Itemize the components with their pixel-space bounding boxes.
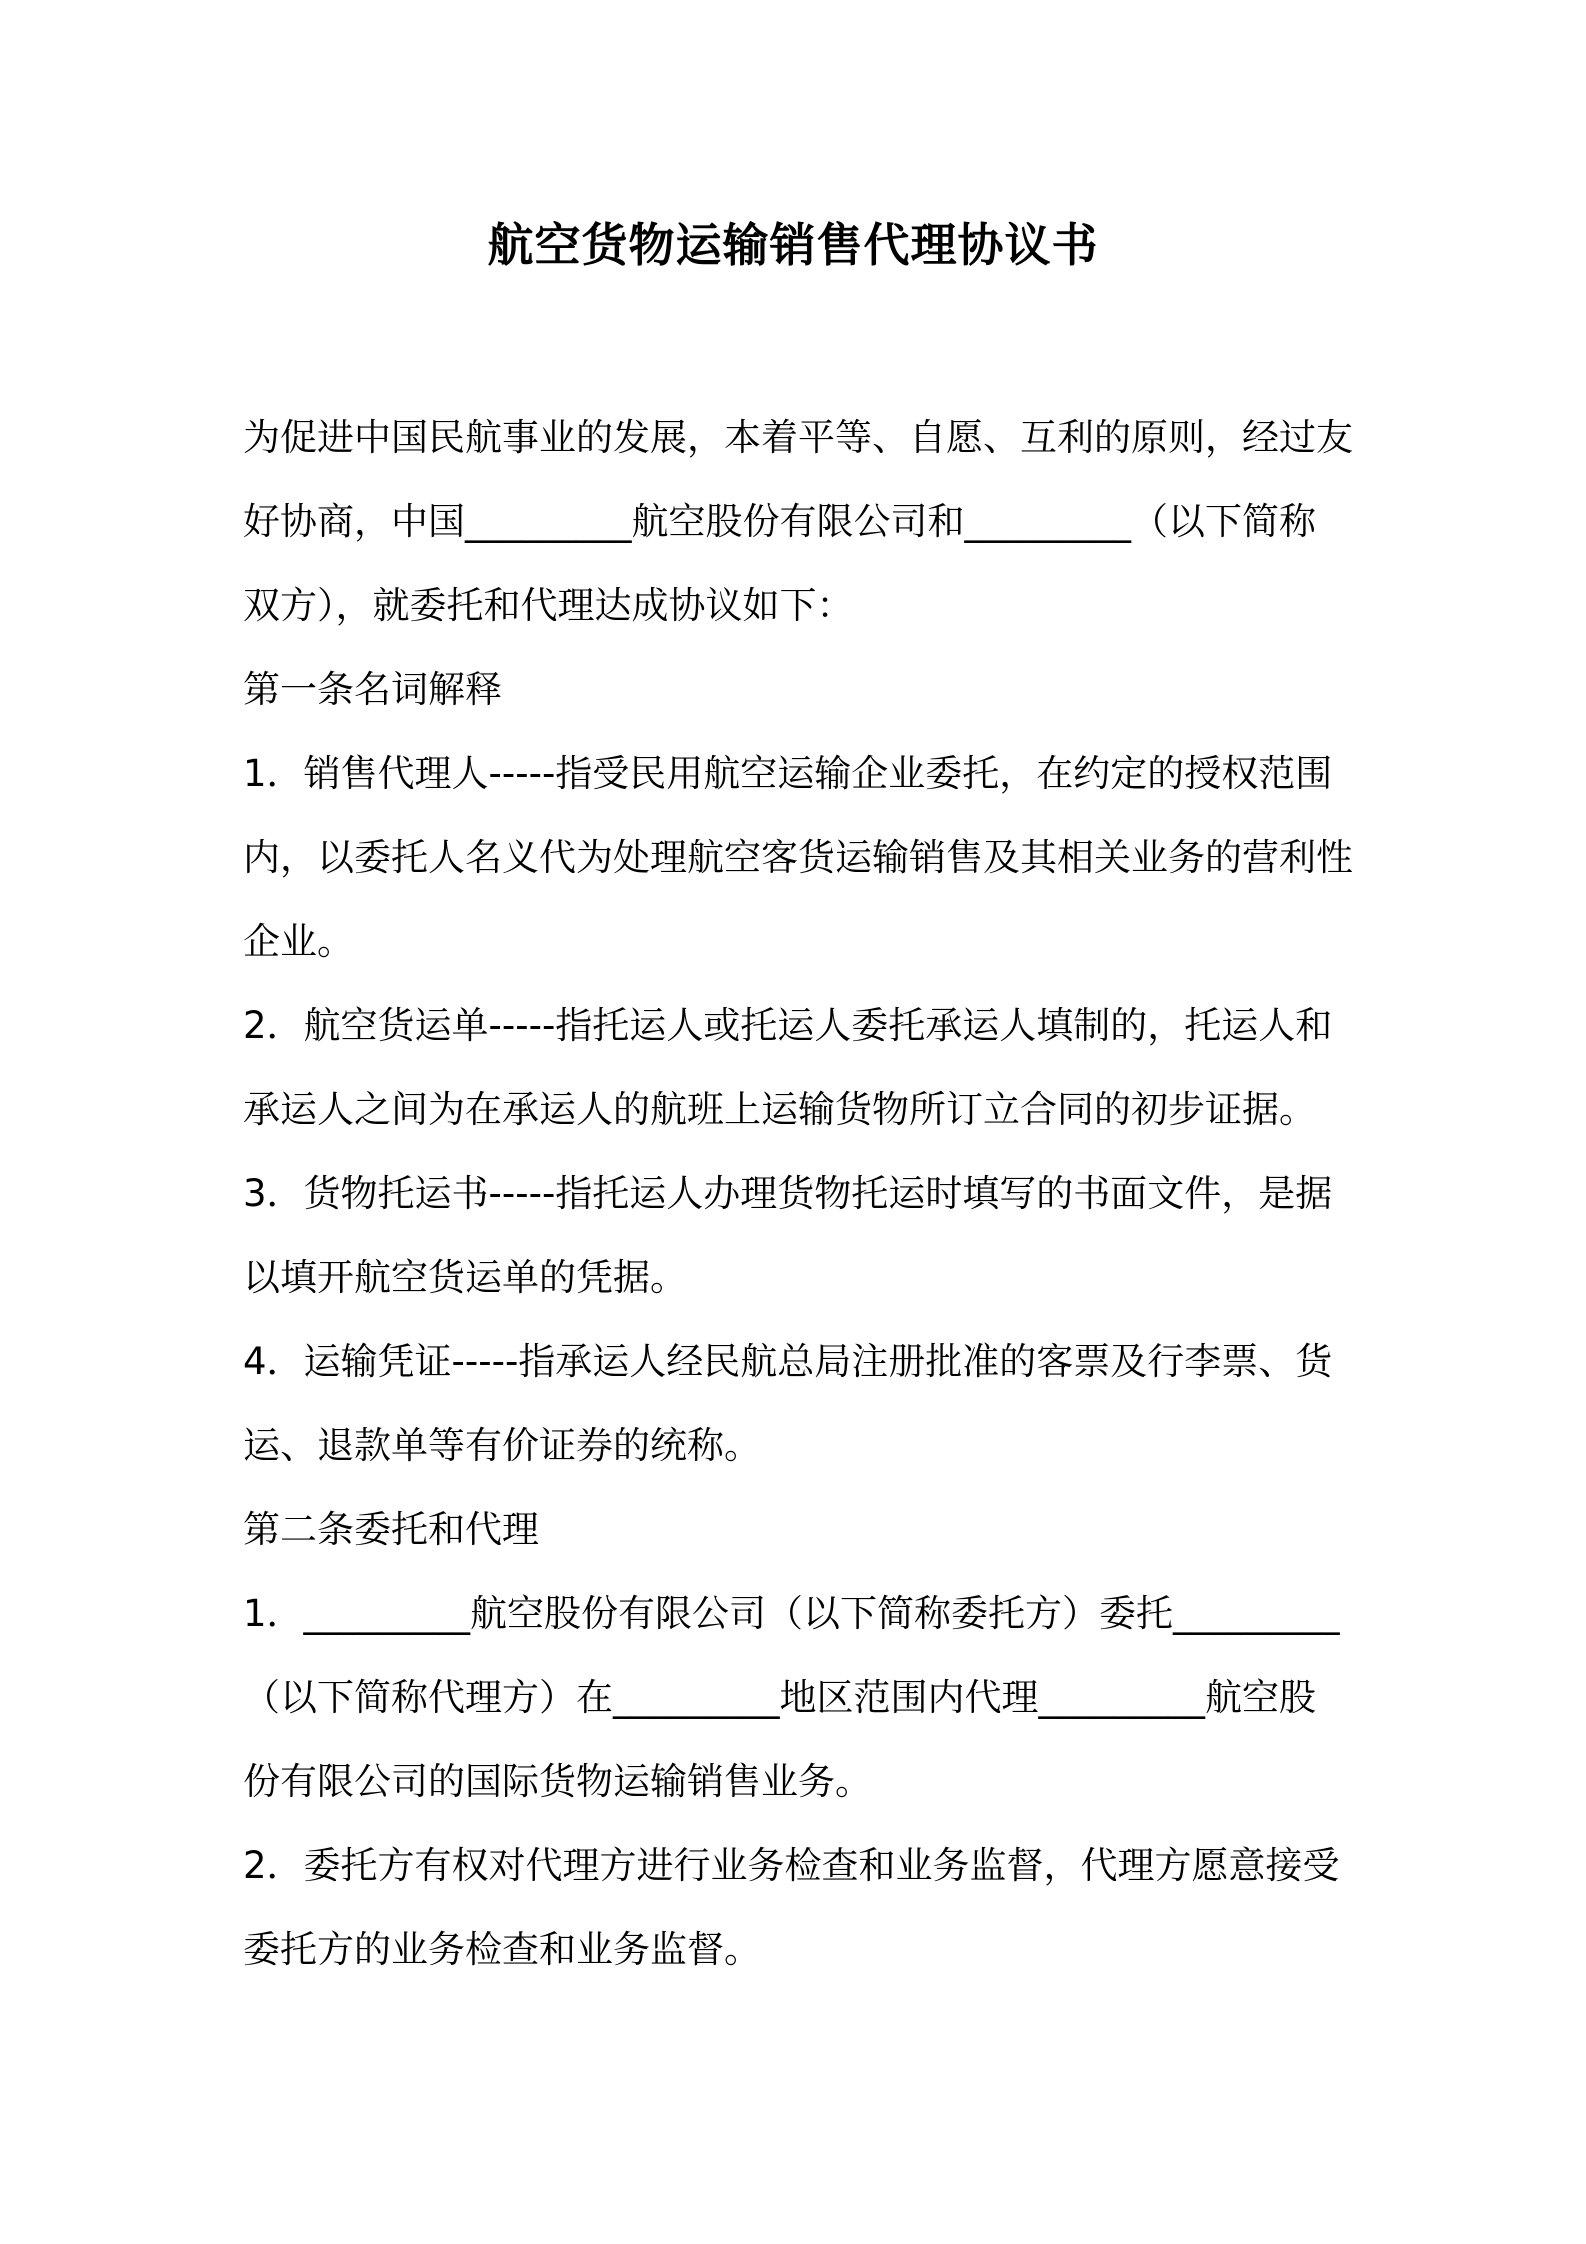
article-1-item-2-line-1: 2．航空货运单-----指托运人或托运人委托承运人填制的，托运人和 [243,1004,1333,1047]
document-body [243,396,1351,1992]
article-1-item-3-line-2: 以填开航空货运单的凭据。 [243,1256,687,1299]
article-1-item-4-line-1: 4．运输凭证-----指承运人经民航总局注册批准的客票及行李票、货 [243,1340,1333,1383]
article-2-item-1-line-3: 份有限公司的国际货物运输销售业务。 [243,1760,872,1803]
article-2-item-2-line-1: 2．委托方有权对代理方进行业务检查和业务监督，代理方愿意接受 [243,1844,1340,1887]
article-2-item-1-line-2: （以下简称代理方）在_________地区范围内代理_________航空股 [243,1676,1316,1719]
article-2-item-1-line-1: 1．_________航空股份有限公司（以下简称委托方）委托_________ [243,1592,1340,1635]
preamble-line-3: 双方），就委托和代理达成协议如下： [243,584,854,627]
article-1-item-1-line-2: 内，以委托人名义代为处理航空客货运输销售及其相关业务的营利性 [243,836,1353,879]
preamble-line-1: 为促进中国民航事业的发展，本着平等、自愿、互利的原则，经过友 [243,416,1353,459]
article-1-item-4-line-2: 运、退款单等有价证券的统称。 [243,1424,761,1467]
article-1-heading: 第一条名词解释 [243,668,502,711]
preamble-line-2: 好协商，中国_________航空股份有限公司和_________（以下简称 [243,500,1316,543]
document-title: 航空货物运输销售代理协议书 [487,218,1099,272]
article-1-item-2-line-2: 承运人之间为在承运人的航班上运输货物所订立合同的初步证据。 [243,1088,1316,1131]
article-1-item-3-line-1: 3．货物托运书-----指托运人办理货物托运时填写的书面文件，是据 [243,1172,1333,1215]
article-1-item-1-line-1: 1．销售代理人-----指受民用航空运输企业委托，在约定的授权范围 [243,752,1333,795]
article-1-item-1-line-3: 企业。 [243,920,354,963]
article-2-heading: 第二条委托和代理 [243,1508,539,1551]
article-2-item-2-line-2: 委托方的业务检查和业务监督。 [243,1928,761,1971]
